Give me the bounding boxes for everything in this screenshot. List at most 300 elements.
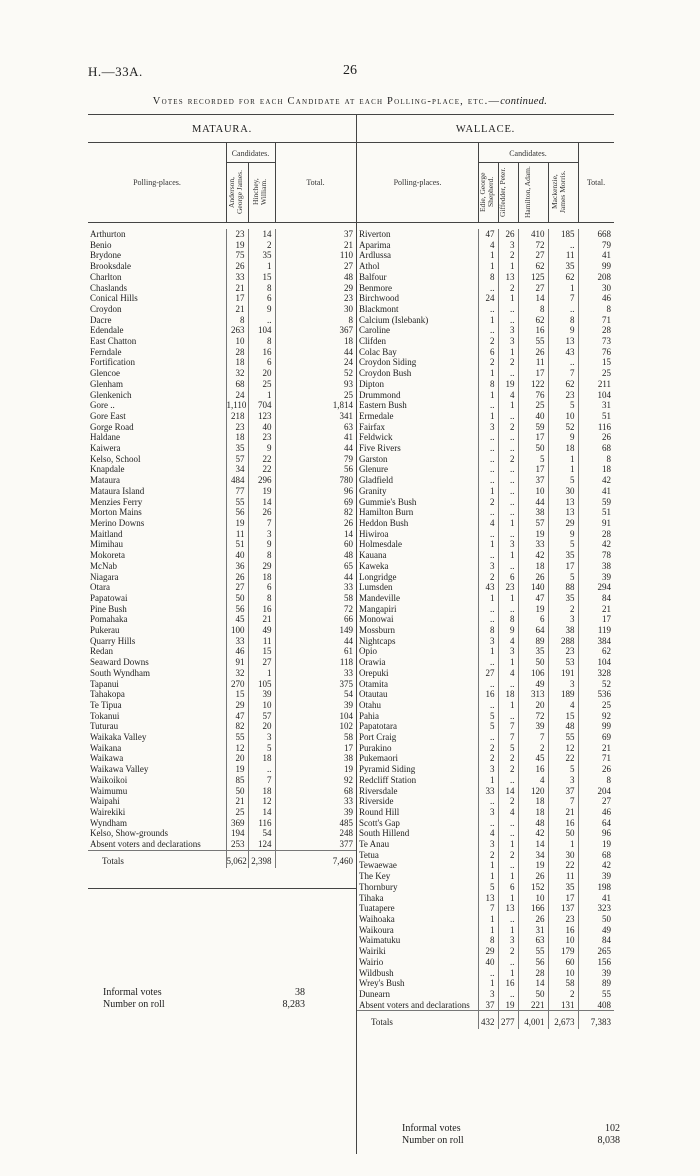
vote-count: 62 — [578, 646, 614, 657]
vote-count: 99 — [578, 721, 614, 732]
mataura-informal-label: Informal votes — [103, 987, 162, 998]
table-row — [88, 272, 356, 283]
vote-count: 296 — [248, 475, 275, 486]
polling-place-name: South Wyndham — [90, 667, 151, 678]
table-row — [88, 261, 356, 272]
polling-place-name: Pahia — [359, 710, 379, 721]
vote-count: 323 — [578, 903, 614, 914]
table-row — [357, 229, 614, 240]
vote-count: 18 — [498, 689, 518, 700]
vote-count: 13 — [548, 497, 578, 508]
vote-count: 25 — [578, 368, 614, 379]
table-row — [88, 283, 356, 294]
vote-count: .. — [498, 315, 518, 326]
polling-place-name: Riverton — [359, 229, 391, 239]
vote-count: 57 — [248, 711, 275, 722]
vote-count: 17 — [226, 293, 248, 304]
vote-count: 18 — [275, 336, 356, 347]
vote-count: 185 — [548, 229, 578, 240]
polling-place-name: Port Craig — [359, 732, 397, 743]
vote-count: 41 — [578, 250, 614, 261]
table-row — [357, 978, 614, 989]
polling-place-name: Absent voters and declarations — [359, 999, 470, 1010]
vote-count: 21 — [248, 614, 275, 625]
polling-place-name: Waikoura — [359, 924, 394, 935]
vote-count: 6 — [248, 357, 275, 368]
vote-count: 248 — [275, 828, 356, 839]
polling-place-name: Maitland — [90, 528, 123, 539]
vote-count: 61 — [275, 646, 356, 657]
vote-count: 11 — [248, 636, 275, 647]
vote-count: 8 — [478, 935, 498, 946]
vote-count: 1 — [478, 871, 498, 882]
vote-count: 63 — [275, 422, 356, 433]
vote-count: 23 — [275, 293, 356, 304]
vote-count: 1 — [498, 593, 518, 604]
vote-count: 47 — [518, 593, 548, 604]
table-row — [88, 464, 356, 475]
vote-count: 38 — [578, 561, 614, 572]
table-row — [357, 968, 614, 979]
vote-count: 44 — [275, 443, 356, 454]
vote-count: 28 — [578, 529, 614, 540]
vote-count: 375 — [275, 679, 356, 690]
vote-count: 1 — [478, 368, 498, 379]
vote-count: 2 — [548, 989, 578, 1000]
table-row — [357, 518, 614, 529]
vote-count: 26 — [275, 518, 356, 529]
vote-count: 704 — [248, 400, 275, 411]
mataura-candidate-1: Anderson, George James. — [227, 170, 244, 215]
vote-count: 137 — [548, 903, 578, 914]
table-row — [88, 539, 356, 550]
vote-count: 24 — [226, 390, 248, 401]
table-row — [357, 850, 614, 861]
vote-count: 59 — [578, 497, 614, 508]
table-row — [357, 507, 614, 518]
vote-count: .. — [498, 914, 518, 925]
vote-count: 50 — [518, 657, 548, 668]
vote-count: 1 — [548, 464, 578, 475]
mataura-candidate-2: Hinchey, William. — [251, 178, 268, 206]
vote-count: 2 — [498, 454, 518, 465]
vote-count: 1 — [548, 283, 578, 294]
table-row — [357, 743, 614, 754]
vote-count: 21 — [226, 796, 248, 807]
table-row — [88, 497, 356, 508]
vote-count: 27 — [578, 796, 614, 807]
vote-count: 3 — [498, 336, 518, 347]
vote-count: 1 — [498, 550, 518, 561]
polling-place-name: Morton Mains — [90, 507, 142, 518]
vote-count: 77 — [226, 486, 248, 497]
vote-count: 27 — [248, 657, 275, 668]
vote-count: 78 — [578, 550, 614, 561]
vote-count: .. — [498, 818, 518, 829]
vote-count: .. — [478, 700, 498, 711]
vote-count: 10 — [548, 411, 578, 422]
table-row — [357, 636, 614, 647]
vote-count: 19 — [226, 240, 248, 251]
table-row — [357, 796, 614, 807]
table-row — [357, 903, 614, 914]
vote-count: .. — [478, 614, 498, 625]
polling-place-name: Mimihau — [90, 539, 123, 550]
polling-place-name: Dipton — [359, 378, 385, 389]
vote-count: .. — [498, 464, 518, 475]
vote-count: 328 — [578, 668, 614, 679]
vote-count: 12 — [248, 796, 275, 807]
vote-count: 7 — [548, 796, 578, 807]
wallace-roll-value: 8,038 — [597, 1135, 620, 1146]
vote-count: 72 — [518, 240, 548, 251]
vote-count: .. — [498, 711, 518, 722]
vote-count: 55 — [548, 732, 578, 743]
polling-place-name: Wyndham — [90, 817, 127, 828]
totals-label: Totals — [357, 1011, 478, 1029]
vote-count: 52 — [275, 368, 356, 379]
vote-count: 11 — [548, 871, 578, 882]
vote-count: 23 — [226, 422, 248, 433]
vote-count: 40 — [226, 550, 248, 561]
table-row — [88, 828, 356, 839]
vote-count: .. — [478, 818, 498, 829]
vote-count: 7 — [248, 775, 275, 786]
vote-count: 84 — [578, 593, 614, 604]
vote-count: 3 — [548, 775, 578, 786]
vote-count: 8 — [248, 550, 275, 561]
table-row — [357, 604, 614, 615]
polling-place-name: Tuatapere — [359, 903, 395, 914]
vote-count: 4 — [478, 518, 498, 529]
mataura-informal-value: 38 — [295, 987, 305, 998]
polling-place-name: Waikaka Valley — [90, 732, 147, 743]
vote-count: .. — [498, 561, 518, 572]
vote-count: 11 — [518, 357, 548, 368]
vote-count: 17 — [518, 368, 548, 379]
vote-count: .. — [498, 604, 518, 615]
mataura-candidates-header: Candidates. — [231, 149, 270, 158]
vote-count: 1 — [478, 775, 498, 786]
vote-count: 668 — [578, 229, 614, 240]
vote-count: 24 — [478, 293, 498, 304]
vote-count: 8 — [478, 625, 498, 636]
vote-count: 10 — [518, 486, 548, 497]
polling-place-name: Tahakopa — [90, 689, 125, 700]
vote-count: 29 — [478, 946, 498, 957]
polling-place-name: Waimatuku — [359, 935, 401, 946]
vote-count: 221 — [518, 1000, 548, 1011]
polling-place-name: Ferndale — [90, 346, 122, 357]
vote-count: 140 — [518, 582, 548, 593]
mataura-header-top — [88, 142, 356, 143]
vote-count: 367 — [275, 325, 356, 336]
vote-count: 1 — [478, 646, 498, 657]
vote-count: 68 — [578, 443, 614, 454]
table-row — [357, 775, 614, 786]
vote-count: 1 — [478, 539, 498, 550]
vote-count: 19 — [248, 486, 275, 497]
vote-count: 91 — [578, 518, 614, 529]
vote-count: 106 — [518, 668, 548, 679]
vote-count: 3 — [548, 614, 578, 625]
vote-count: 16 — [478, 689, 498, 700]
table-row — [88, 646, 356, 657]
vote-count: 15 — [248, 646, 275, 657]
vote-count: 30 — [275, 304, 356, 315]
vote-count: 1 — [498, 347, 518, 358]
polling-place-name: Tihaka — [359, 892, 384, 903]
vote-count: 25 — [275, 390, 356, 401]
vote-count: 6 — [248, 293, 275, 304]
vote-count: 116 — [248, 818, 275, 829]
vote-count: 1 — [498, 925, 518, 936]
vote-count: 1 — [478, 390, 498, 401]
vote-count: .. — [478, 679, 498, 690]
vote-count: 2 — [478, 357, 498, 368]
vote-count: 4 — [548, 700, 578, 711]
vote-count: 19 — [275, 764, 356, 775]
vote-count: 33 — [478, 786, 498, 797]
vote-count: 75 — [226, 250, 248, 261]
vote-count: 26 — [518, 914, 548, 925]
vote-count: 29 — [275, 283, 356, 294]
vote-count: 4 — [498, 390, 518, 401]
vote-count: 3 — [498, 325, 518, 336]
mataura-informal — [103, 987, 162, 999]
vote-count: 7 — [548, 368, 578, 379]
table-row — [357, 486, 614, 497]
vote-count: 3 — [478, 561, 498, 572]
vote-count: 2 — [498, 250, 518, 261]
table-row — [88, 475, 356, 486]
table-row — [88, 636, 356, 647]
polling-place-name: Thornbury — [359, 881, 398, 892]
vote-count: 50 — [578, 914, 614, 925]
vote-count: 5 — [498, 743, 518, 754]
vote-count: 1 — [478, 261, 498, 272]
vote-count: 6 — [498, 882, 518, 893]
vote-count: 18 — [248, 786, 275, 797]
vote-count: 55 — [518, 336, 548, 347]
vote-count: 25 — [226, 807, 248, 818]
polling-place-name: Waimumu — [90, 785, 128, 796]
vote-count: 10 — [518, 893, 548, 904]
vote-count: 6 — [478, 347, 498, 358]
vote-count: 27 — [518, 250, 548, 261]
vote-count: 42 — [578, 475, 614, 486]
vote-count: 23 — [548, 914, 578, 925]
table-row — [88, 807, 356, 818]
polling-place-name: Waikawa Valley — [90, 764, 149, 775]
table-row — [88, 775, 356, 786]
polling-place-name: Calcium (Islebank) — [359, 314, 429, 325]
table-row — [88, 390, 356, 401]
vote-count: 34 — [226, 464, 248, 475]
polling-place-name: Gore .. — [90, 400, 115, 411]
polling-place-name: Merino Downs — [90, 517, 145, 528]
vote-count: 104 — [248, 325, 275, 336]
vote-count: 2 — [478, 572, 498, 583]
vote-count: 22 — [548, 753, 578, 764]
vote-count: 410 — [518, 229, 548, 240]
wallace-candidates-header: Candidates. — [509, 149, 547, 158]
polling-place-name: Orawia — [359, 657, 386, 668]
page-number: 26 — [343, 63, 357, 78]
table-row — [88, 582, 356, 593]
vote-count: 62 — [518, 261, 548, 272]
polling-place-name: Dunearn — [359, 988, 390, 999]
vote-count: 36 — [226, 561, 248, 572]
vote-count: 68 — [275, 786, 356, 797]
vote-count: 27 — [478, 668, 498, 679]
vote-count: 5 — [518, 454, 548, 465]
vote-count: 124 — [248, 839, 275, 850]
title-main: Votes recorded for each Candidate at each Polling-place, etc.— — [152, 96, 501, 107]
vote-count: 19 — [226, 518, 248, 529]
vote-count: 2 — [498, 753, 518, 764]
table-row — [88, 422, 356, 433]
vote-count: 5 — [548, 764, 578, 775]
vote-count: 92 — [275, 775, 356, 786]
vote-count: 1 — [498, 700, 518, 711]
vote-count: 110 — [275, 250, 356, 261]
vote-count: 50 — [548, 828, 578, 839]
vote-count: 8 — [518, 304, 548, 315]
vote-count: 7 — [518, 732, 548, 743]
vote-count: 39 — [518, 721, 548, 732]
vote-count: 21 — [226, 283, 248, 294]
vote-count: 19 — [226, 764, 248, 775]
vote-count: .. — [498, 828, 518, 839]
table-row — [357, 625, 614, 636]
vote-count: 48 — [275, 272, 356, 283]
vote-count: 43 — [478, 582, 498, 593]
vote-count: 16 — [498, 978, 518, 989]
vote-count: 30 — [548, 486, 578, 497]
vote-count: 45 — [518, 753, 548, 764]
vote-count: 39 — [578, 968, 614, 979]
polling-place-name: Kauana — [359, 550, 387, 561]
vote-count: 50 — [518, 989, 548, 1000]
vote-count: 8 — [548, 315, 578, 326]
table-row — [357, 443, 614, 454]
vote-count: 55 — [518, 946, 548, 957]
table-row — [88, 347, 356, 358]
vote-count: .. — [478, 507, 498, 518]
vote-count: .. — [498, 679, 518, 690]
vote-count: 79 — [275, 454, 356, 465]
vote-count: 49 — [578, 925, 614, 936]
vote-count: 780 — [275, 475, 356, 486]
vote-count: 4 — [498, 668, 518, 679]
table-row — [88, 689, 356, 700]
vote-count: 18 — [248, 572, 275, 583]
wallace-table-body — [357, 229, 614, 1029]
vote-count: 5 — [548, 475, 578, 486]
vote-count: 26 — [578, 764, 614, 775]
vote-count: 35 — [548, 882, 578, 893]
table-row — [88, 250, 356, 261]
polling-place-name: Mataura — [90, 475, 120, 486]
vote-count: 17 — [548, 893, 578, 904]
vote-count: 2 — [548, 604, 578, 615]
vote-count: 15 — [548, 711, 578, 722]
vote-count: 62 — [548, 379, 578, 390]
vote-count: 64 — [518, 625, 548, 636]
vote-count: 485 — [275, 818, 356, 829]
wallace-col-divider — [518, 162, 519, 222]
table-row — [88, 700, 356, 711]
polling-place-name: South Hillend — [359, 828, 410, 839]
polling-place-name: Heddon Bush — [359, 517, 409, 528]
polling-place-name: Hamilton Burn — [359, 507, 414, 518]
vote-count: 14 — [248, 807, 275, 818]
document-reference: H.—33A. — [88, 64, 143, 79]
vote-count: 14 — [498, 786, 518, 797]
vote-count: 20 — [518, 700, 548, 711]
vote-count: 208 — [578, 272, 614, 283]
polling-place-name: Gorge Road — [90, 421, 134, 432]
polling-place-name: Chaslands — [90, 282, 127, 293]
vote-count: 18 — [248, 753, 275, 764]
vote-count: 5 — [548, 400, 578, 411]
polling-place-name: Arthurton — [90, 229, 126, 239]
vote-count: 47 — [226, 711, 248, 722]
table-row — [88, 400, 356, 411]
vote-count: 59 — [518, 422, 548, 433]
vote-count: 1,110 — [226, 400, 247, 411]
polling-place-name: Waikawa — [90, 753, 124, 764]
vote-count: 46 — [226, 646, 248, 657]
vote-count: 14 — [518, 978, 548, 989]
vote-count: 8 — [578, 775, 614, 786]
polling-place-name: Otahu — [359, 699, 381, 710]
polling-place-name: Otamita — [359, 678, 388, 689]
vote-count: 64 — [578, 818, 614, 829]
vote-count: .. — [478, 475, 498, 486]
polling-place-name: East Chatton — [90, 336, 137, 347]
vote-count: 2 — [478, 850, 498, 861]
vote-count: 8 — [275, 315, 356, 326]
table-row — [357, 529, 614, 540]
vote-count: 29 — [548, 518, 578, 529]
vote-count: 18 — [518, 561, 548, 572]
vote-count: 4 — [518, 775, 548, 786]
table-row — [88, 357, 356, 368]
vote-count: 72 — [518, 711, 548, 722]
vote-count: 58 — [548, 978, 578, 989]
vote-count: .. — [498, 475, 518, 486]
vote-count: 39 — [578, 572, 614, 583]
vote-count: .. — [548, 304, 578, 315]
vote-count: 17 — [518, 432, 548, 443]
polling-place-name: Mataura Island — [90, 485, 145, 496]
polling-place-name: Caroline — [359, 325, 390, 336]
vote-count: 20 — [248, 368, 275, 379]
vote-count: 58 — [275, 593, 356, 604]
vote-count: 2 — [248, 240, 275, 251]
vote-count: .. — [498, 432, 518, 443]
table-row — [357, 539, 614, 550]
vote-count: 13 — [498, 272, 518, 283]
vote-count: 7 — [478, 903, 498, 914]
vote-count: 119 — [578, 625, 614, 636]
vote-count: 1 — [478, 486, 498, 497]
vote-count: 5 — [478, 711, 498, 722]
vote-count: 42 — [518, 828, 548, 839]
vote-count: 18 — [226, 357, 248, 368]
